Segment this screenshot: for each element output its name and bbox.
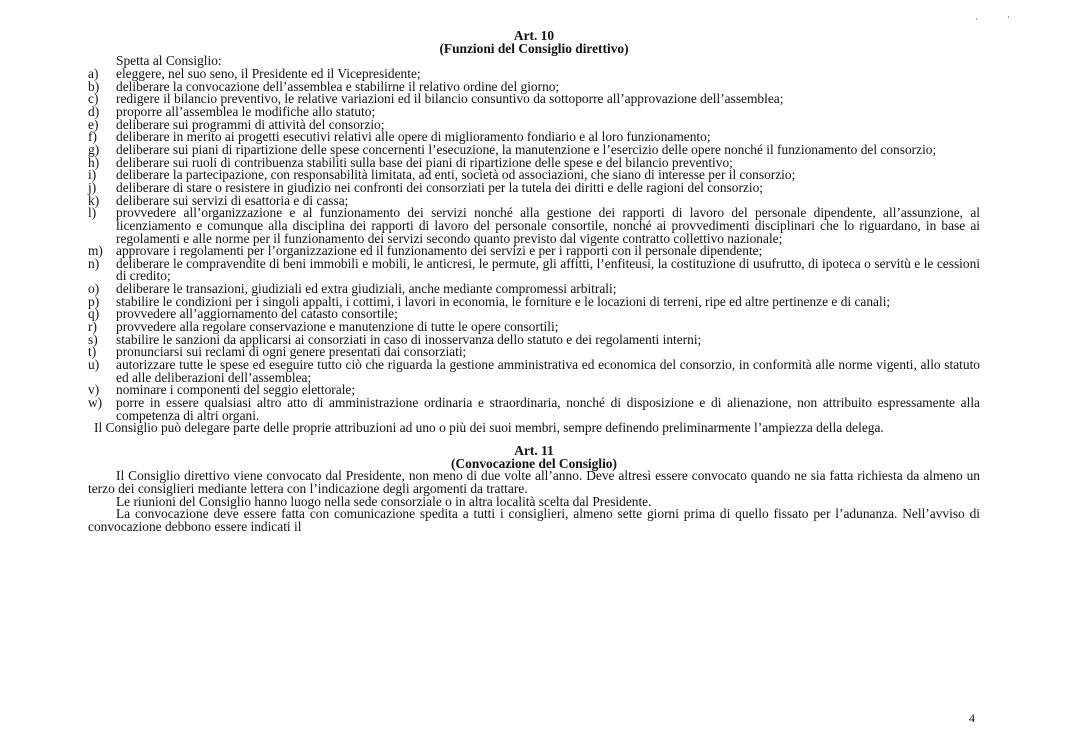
list-item-letter: r) [88,319,97,335]
list-item-letter: s) [88,331,98,347]
list-item [88,397,980,422]
list-item-text: deliberare le compravendite di beni immobili e mobili, le anticresi, le permute, gli affitti, l’enfiteusi, la costituzione di usufrutto, di ipoteca o servitù e le cessioni di credito; [116,255,980,284]
article-11-title: Art. 11 [514,443,554,458]
list-item-letter: o) [88,281,100,297]
list-item-letter: b) [88,78,100,94]
article-10-list [88,65,980,423]
scan-speck: · [975,14,978,24]
list-item-letter: u) [88,357,100,373]
list-item-letter: i) [88,167,97,183]
article-10-intro: Spetta al Consiglio: [116,53,222,69]
list-item-text: nominare i componenti del seggio elettorale; [116,382,356,398]
list-item-letter: f) [88,129,97,145]
article-10-subtitle: (Funzioni del Consiglio direttivo) [439,40,629,56]
list-item-letter: m) [88,243,103,259]
list-item-letter: c) [88,91,99,107]
list-item-letter: w) [88,395,103,411]
list-item-text: stabilire le condizioni per i singoli appalti, i cottimi, i lavori in economia, le forniture e le locazioni di terreni, ripe ed altre pertinenze e di canali; [116,293,891,309]
list-item-text: deliberare di stare o resistere in giudizio nei confronti dei consorziati per la tutela dei diritti e delle ragioni del consorzio; [116,179,763,195]
page-number: 4 [969,711,975,725]
list-item-text: autorizzare tutte le spese ed eseguire tutto ciò che riguarda la gestione amministrativa ed economica del consorzio, in conformità alle norme vigenti, allo statuto ed alle deliberazioni dell’assemblea; [116,357,980,385]
list-item-letter: t) [88,344,97,360]
list-item-text: provvedere all’aggiornamento del catasto consortile; [116,306,398,322]
list-item-text: porre in essere qualsiasi altro atto di amministrazione ordinaria e straordinaria, nonché di disposizione e di alienazione, non attribuito espressamente alla competenza di altri organi. [116,395,980,423]
list-item-text: proporre all’assemblea le modifiche allo statuto; [116,103,376,119]
list-item-text: eleggere, nel suo seno, il Presidente ed il Vicepresidente; [116,65,421,81]
article-11-paragraph: La convocazione deve essere fatta con comunicazione spedita a tutti i consiglieri, almeno sette giorni prima di quello fissato per l’adunanza. Nell’avviso di convocazione debbono essere indicati il [88,506,980,534]
list-item-text: pronunciarsi sui reclami di ogni genere presentati dai consorziati; [116,344,467,360]
article-11-paragraph: Il Consiglio direttivo viene convocato dal Presidente, non meno di due volte all’anno. Deve altresì essere convocato quando ne sia fatta richiesta da almeno un terzo dei consiglieri mediante lettera con l’indicazione degli argomenti da trattare. [88,468,980,496]
list-item-text: redigere il bilancio preventivo, le relative variazioni ed il bilancio consuntivo da sottoporre all’approvazione dell’assemblea; [116,91,784,107]
list-item-letter: g) [88,141,100,157]
list-item-letter: v) [88,382,100,398]
document-page [88,30,980,534]
list-item-letter: q) [88,306,100,322]
list-item-text: deliberare sui ruoli di contribuenza stabiliti sulla base dei piani di ripartizione delle spese e del bilancio preventivo; [116,154,733,170]
list-item [88,359,980,384]
article-11-body [88,470,980,533]
list-item-text: stabilire le sanzioni da applicarsi ai consorziati in caso di inosservanza dello statuto e dei regolamenti interni; [116,331,702,347]
article-11-paragraph: Le riunioni del Consiglio hanno luogo nella sede consorziale o in altra località scelta dal Presidente. [116,493,652,509]
list-item-text: deliberare sui programmi di attività del consorzio; [116,116,385,132]
list-item [88,207,980,245]
list-item-text: deliberare la convocazione dell’assemblea e stabilirne il relativo ordine del giorno; [116,78,560,94]
scan-speck: · [1007,12,1010,22]
list-item-text: deliberare la partecipazione, con responsabilità limitata, ad enti, società od associazioni, che siano di interesse per il consorzio; [116,167,796,183]
article-11-subtitle: (Convocazione del Consiglio) [451,455,617,471]
list-item-letter: j) [88,179,97,195]
list-item-letter: h) [88,154,100,170]
article-10-closing: Il Consiglio può delegare parte delle proprie attribuzioni ad uno o più dei suoi membri, sempre definendo preliminarmente l’ampiezza della delega. [94,420,884,436]
list-item-letter: d) [88,103,100,119]
list-item-text: approvare i regolamenti per l’organizzazione ed il funzionamento dei servizi e per i rapporti con il personale dipendente; [116,243,763,259]
list-item-text: deliberare in merito ai progetti esecutivi relativi alle opere di miglioramento fondiario e al loro funzionamento; [116,129,711,145]
list-item-text: deliberare le transazioni, giudiziali ed extra giudiziali, anche mediante compromessi arbitrali; [116,281,617,297]
list-item-letter: a) [88,65,99,81]
list-item-text: deliberare sui piani di ripartizione delle spese concernenti l’esecuzione, la manutenzione e l’esercizio delle opere nonché il funzionamento del consorzio; [116,141,937,157]
list-item-text: deliberare sui servizi di esattoria e di cassa; [116,192,349,208]
list-item-letter: e) [88,116,99,132]
list-item-text: provvedere alla regolare conservazione e manutenzione di tutte le opere consortili; [116,319,559,335]
list-item-letter: l) [88,205,97,221]
list-item-letter: n) [88,255,100,271]
article-10-title: Art. 10 [513,28,555,43]
list-item [88,255,980,284]
list-item-text: provvedere all’organizzazione e al funzionamento dei servizi nonché alla gestione dei rapporti di lavoro del personale dipendente, all’assunzione, al licenziamento e comunque alla disciplina dei rapporti di lavoro del personale consortile, nonché ai provvedimenti disciplinari che lo riguardano, in base ai regolamenti e alle norme per il funzionamento dei servizi secondo quanto previsto dal vigente contratto collettivo nazionale; [116,205,980,246]
list-item-letter: p) [88,293,100,309]
list-item-letter: k) [88,192,100,208]
